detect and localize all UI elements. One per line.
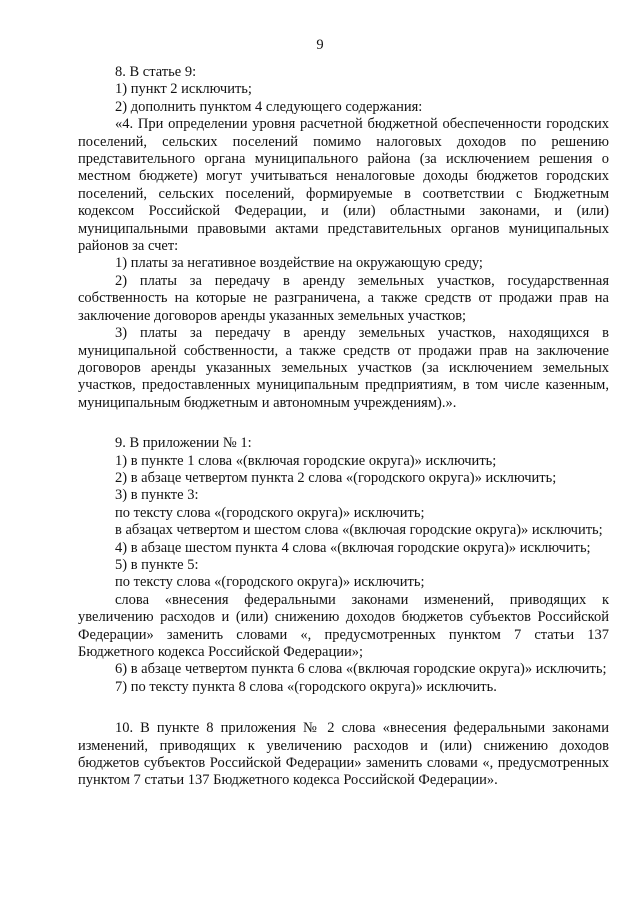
section-8-item-2: 2) дополнить пунктом 4 следующего содержания: xyxy=(115,98,423,115)
section-9-heading: 9. В приложении № 1: xyxy=(115,435,252,452)
quoted-item-3: 3) платы за передачу в аренду земельных участков, находящихся в муниципальной собственности, а также средств от продажи прав на заключение договоров аренды указанных земельных участков (за исключением земельных участков, предоставленных муниципальным предприятиям, в том числе казенным, муниципальным бюджетным и автономным учреждениям).». xyxy=(78,325,609,411)
section-9-item-5a: по тексту слова «(городского округа)» исключить; xyxy=(115,574,425,591)
section-8-item-1: 1) пункт 2 исключить; xyxy=(115,81,252,98)
section-9-item-2: 2) в абзаце четвертом пункта 2 слова «(городского округа)» исключить; xyxy=(115,469,557,486)
section-10-text: 10. В пункте 8 приложения № 2 слова «внесения федеральными законами изменений, приводящих к увеличению расходов и (или) снижению доходов бюджетов субъектов Российской Федерации» заменить словами «, предусмотренных пунктом 7 статьи 137 Бюджетного кодекса Российской Федерации». xyxy=(78,720,609,789)
section-9-item-5: 5) в пункте 5: xyxy=(115,556,199,573)
section-9-item-5b: слова «внесения федеральными законами изменений, приводящих к увеличению расходов и (или) снижению доходов бюджетов субъектов Российской Федерации» заменить словами «, предусмотренных пунктом 7 статьи 137 Бюджетного кодекса Российской Федерации»; xyxy=(78,591,609,660)
section-9-item-3b: в абзацах четвертом и шестом слова «(включая городские округа)» исключить; xyxy=(115,522,603,539)
paragraph-spacer xyxy=(78,412,609,435)
section-9-item-4: 4) в абзаце шестом пункта 4 слова «(включая городские округа)» исключить; xyxy=(115,539,591,556)
section-9-item-1: 1) в пункте 1 слова «(включая городские округа)» исключить; xyxy=(115,452,497,469)
quoted-item-2: 2) платы за передачу в аренду земельных участков, государственная собственность на которые не разграничена, а также средств от продажи прав на заключение договоров аренды указанных земельных участков; xyxy=(78,272,609,324)
section-9-item-3: 3) в пункте 3: xyxy=(115,487,199,504)
quoted-paragraph-4: «4. При определении уровня расчетной бюджетной обеспеченности городских поселений, сельских поселений помимо налоговых доходов по решению представительного органа муниципального района (за исключением решения о местном бюджете) могут учитываться неналоговые доходы бюджетов городских поселений, сельских поселений, формируемые в соответствии с Бюджетным кодексом Российской Федерации, и (или) областными законами, и (или) муниципальными правовыми актами представительных органов муниципальных районов за счет: xyxy=(78,116,609,255)
page-number: 9 xyxy=(316,37,324,53)
quoted-item-1: 1) платы за негативное воздействие на окружающую среду; xyxy=(115,255,483,272)
paragraph-spacer xyxy=(78,696,609,720)
section-9-item-3a: по тексту слова «(городского округа)» исключить; xyxy=(115,504,425,521)
section-9-item-6: 6) в абзаце четвертом пункта 6 слова «(включая городские округа)» исключить; xyxy=(115,661,607,678)
section-8-heading: 8. В статье 9: xyxy=(115,64,197,80)
section-9-item-7: 7) по тексту пункта 8 слова «(городского округа)» исключить. xyxy=(115,678,497,695)
document-body xyxy=(78,64,609,790)
